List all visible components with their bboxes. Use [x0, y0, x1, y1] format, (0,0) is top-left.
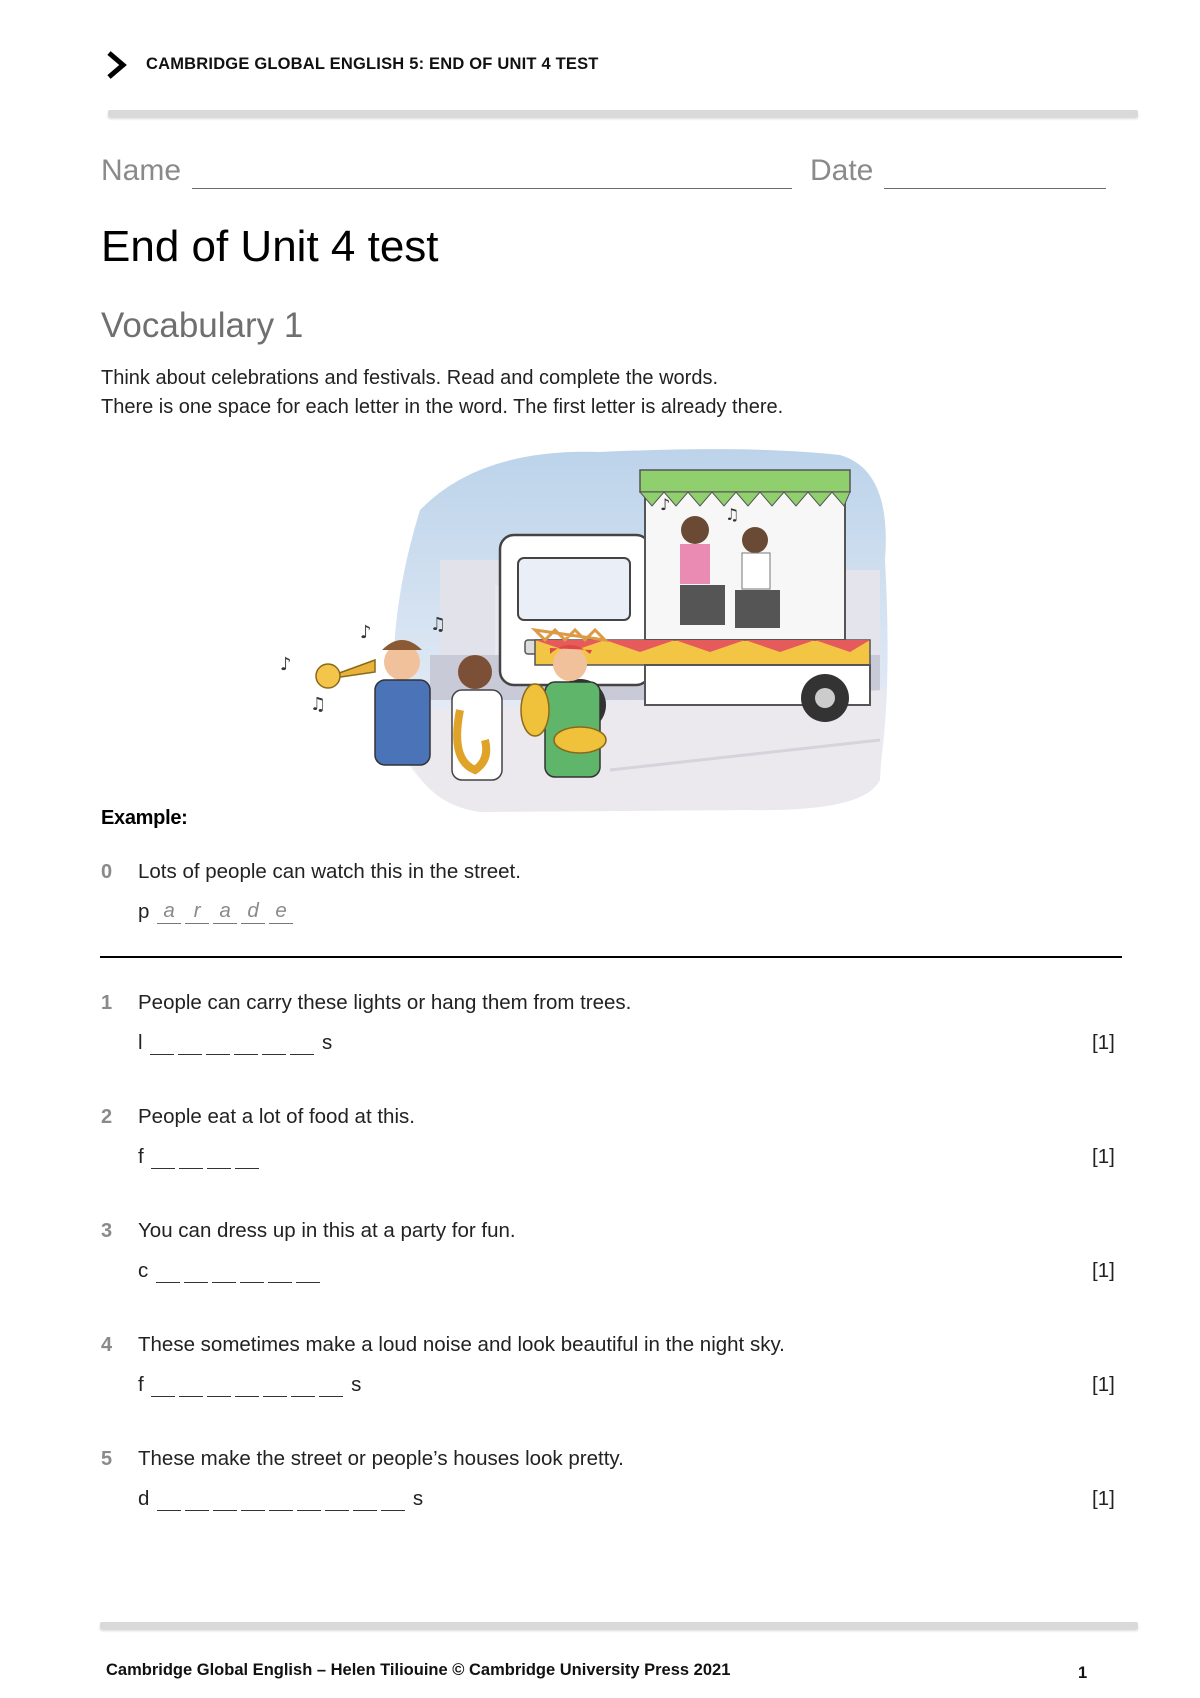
letter-blank[interactable] — [179, 1374, 203, 1397]
answer-field[interactable] — [138, 1487, 423, 1511]
header-rule — [108, 110, 1138, 117]
footer-text: Cambridge Global English – Helen Tiliouine © Cambridge University Press 2021 — [106, 1661, 731, 1679]
question-number: 1 — [101, 992, 113, 1014]
svg-text:♪: ♪ — [280, 654, 292, 675]
first-letter: f — [138, 1373, 144, 1396]
letter-blank[interactable] — [179, 1146, 203, 1169]
question-number: 4 — [101, 1334, 113, 1356]
letter-blank[interactable] — [291, 1374, 315, 1397]
page-number: 1 — [1078, 1664, 1088, 1682]
svg-text:♪: ♪ — [360, 622, 372, 643]
svg-text:♫: ♫ — [430, 614, 447, 635]
name-label: Name — [101, 154, 182, 187]
example-number: 0 — [101, 861, 113, 883]
date-field[interactable] — [884, 188, 1106, 189]
question-text: You can dress up in this at a party for fun. — [138, 1219, 516, 1242]
mark-allocation: [1] — [1092, 1373, 1115, 1396]
first-letter: l — [138, 1031, 143, 1054]
letter-blank[interactable] — [213, 1488, 237, 1511]
letter-blank[interactable] — [157, 1488, 181, 1511]
page-title: End of Unit 4 test — [101, 222, 439, 271]
question-number: 2 — [101, 1106, 113, 1128]
letter-blank[interactable] — [241, 1488, 265, 1511]
last-letter: s — [321, 1031, 333, 1054]
section-title: Vocabulary 1 — [101, 306, 304, 345]
question-text: People eat a lot of food at this. — [138, 1105, 415, 1128]
example-answer-letter: a — [213, 901, 237, 924]
example-first-letter: p — [138, 900, 150, 923]
example-label: Example: — [101, 807, 188, 829]
letter-blank[interactable] — [268, 1260, 292, 1283]
letter-blank[interactable] — [207, 1146, 231, 1169]
header-title: CAMBRIDGE GLOBAL ENGLISH 5: END OF UNIT 4 TEST — [146, 55, 599, 73]
letter-blank[interactable] — [297, 1488, 321, 1511]
svg-text:♪: ♪ — [660, 495, 671, 514]
example-answer-letter: a — [157, 901, 181, 924]
last-letter: s — [412, 1487, 424, 1510]
name-field[interactable] — [192, 188, 792, 189]
example-text: Lots of people can watch this in the street. — [138, 860, 521, 883]
svg-text:♫: ♫ — [310, 694, 327, 715]
letter-blank[interactable] — [156, 1260, 180, 1283]
letter-blank[interactable] — [207, 1374, 231, 1397]
chevron-right-icon — [104, 50, 130, 80]
letter-blank[interactable] — [381, 1488, 405, 1511]
question-number: 3 — [101, 1220, 113, 1242]
first-letter: d — [138, 1487, 150, 1510]
letter-blank[interactable] — [263, 1374, 287, 1397]
first-letter: f — [138, 1145, 144, 1168]
letter-blank[interactable] — [184, 1260, 208, 1283]
instruction-line: There is one space for each letter in the word. The first letter is already there. — [101, 396, 784, 418]
answer-field[interactable] — [138, 1259, 322, 1283]
answer-field[interactable] — [138, 1145, 261, 1169]
last-letter: s — [351, 1373, 362, 1396]
letter-blank[interactable] — [206, 1032, 230, 1055]
mark-allocation: [1] — [1092, 1259, 1115, 1282]
letter-blank[interactable] — [178, 1032, 202, 1055]
question-text: People can carry these lights or hang them from trees. — [138, 991, 632, 1014]
letter-blank[interactable] — [151, 1146, 175, 1169]
instruction-line: Think about celebrations and festivals. Read and complete the words. — [101, 367, 719, 389]
letter-blank[interactable] — [262, 1032, 286, 1055]
letter-blank[interactable] — [234, 1032, 258, 1055]
example-answer — [138, 900, 295, 924]
mark-allocation: [1] — [1092, 1031, 1115, 1054]
letter-blank[interactable] — [150, 1032, 174, 1055]
letter-blank[interactable] — [240, 1260, 264, 1283]
letter-blank[interactable] — [235, 1374, 259, 1397]
letter-blank[interactable] — [269, 1488, 293, 1511]
svg-text:♫: ♫ — [725, 505, 740, 524]
answer-field[interactable] — [138, 1031, 332, 1055]
letter-blank[interactable] — [290, 1032, 314, 1055]
question-text: These make the street or people’s houses look pretty. — [138, 1447, 624, 1470]
letter-blank[interactable] — [185, 1488, 209, 1511]
question-number: 5 — [101, 1448, 113, 1470]
date-label: Date — [810, 154, 874, 187]
answer-field[interactable] — [138, 1373, 361, 1397]
parade-illustration — [280, 440, 900, 825]
letter-blank[interactable] — [319, 1374, 343, 1397]
footer-rule — [100, 1622, 1138, 1629]
example-answer-letter: e — [269, 901, 293, 924]
question-text: These sometimes make a loud noise and look beautiful in the night sky. — [138, 1333, 785, 1356]
letter-blank[interactable] — [235, 1146, 259, 1169]
letter-blank[interactable] — [296, 1260, 320, 1283]
mark-allocation: [1] — [1092, 1487, 1115, 1510]
example-answer-letter: r — [185, 901, 209, 924]
letter-blank[interactable] — [325, 1488, 349, 1511]
section-divider — [100, 956, 1122, 958]
letter-blank[interactable] — [151, 1374, 175, 1397]
mark-allocation: [1] — [1092, 1145, 1115, 1168]
example-answer-letter: d — [241, 901, 265, 924]
letter-blank[interactable] — [212, 1260, 236, 1283]
first-letter: c — [138, 1259, 149, 1282]
letter-blank[interactable] — [353, 1488, 377, 1511]
